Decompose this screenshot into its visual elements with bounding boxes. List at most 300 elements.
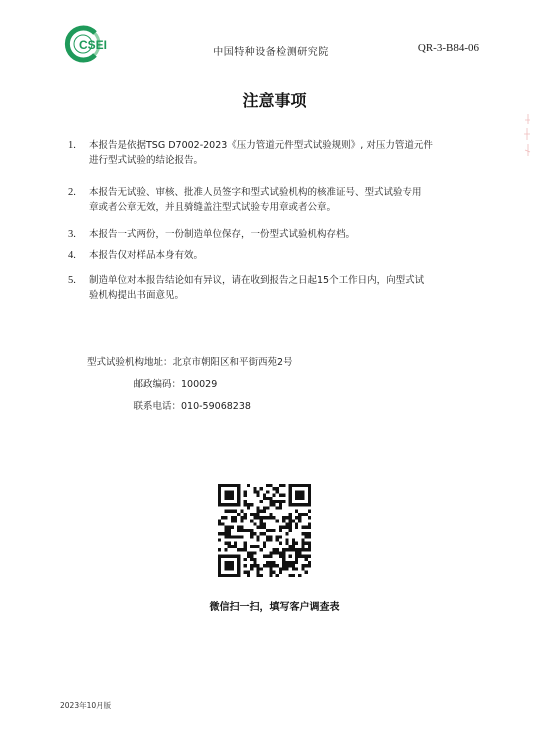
qr-module [273, 529, 276, 532]
qr-module [308, 526, 311, 529]
qr-module [260, 526, 263, 529]
qr-module [266, 516, 269, 519]
qr-module [250, 513, 253, 516]
qr-module [224, 542, 227, 545]
qr-module [295, 516, 298, 519]
qr-module [250, 535, 253, 538]
qr-module [273, 516, 276, 519]
qr-module [285, 522, 288, 525]
qr-module [282, 500, 285, 503]
qr-module [263, 510, 266, 513]
qr-module [244, 542, 247, 545]
qr-module [253, 490, 256, 493]
qr-module [228, 532, 231, 535]
qr-module [269, 564, 272, 567]
notice-item [68, 227, 478, 242]
notice-item [68, 138, 478, 172]
qr-module [308, 561, 311, 564]
notice-item [68, 185, 478, 219]
qr-module [247, 503, 250, 506]
qr-module [269, 571, 272, 574]
qr-module [260, 548, 263, 551]
qr-module [256, 490, 259, 493]
qr-module [289, 513, 292, 516]
qr-module [279, 535, 282, 538]
qr-module [253, 558, 256, 561]
qr-module [285, 539, 288, 542]
qr-module [224, 510, 227, 513]
qr-module [292, 519, 295, 522]
phone-label: 联系电话： [133, 401, 181, 412]
qr-module [260, 532, 263, 535]
qr-module [218, 539, 221, 542]
qr-module [263, 522, 266, 525]
qr-module [218, 532, 221, 535]
qr-module [273, 551, 276, 554]
csei-logo [64, 24, 112, 64]
notice-item [68, 273, 478, 303]
qr-module [224, 526, 227, 529]
qr-module [289, 516, 292, 519]
qr-module [263, 542, 266, 545]
qr-module [247, 555, 250, 558]
qr-module [301, 532, 304, 535]
qr-module [260, 522, 263, 525]
qr-module [282, 526, 285, 529]
qr-module [237, 548, 240, 551]
qr-module [276, 551, 279, 554]
address-label: 型式试验机构地址： [87, 357, 173, 368]
qr-module [218, 519, 221, 522]
qr-module [276, 539, 279, 542]
qr-module [276, 519, 279, 522]
qr-module [273, 503, 276, 506]
qr-module [289, 519, 292, 522]
qr-module [266, 539, 269, 542]
seal-edge-mark [522, 112, 532, 160]
qr-module [298, 519, 301, 522]
qr-module [224, 535, 227, 538]
qr-module [279, 506, 282, 509]
qr-module [273, 548, 276, 551]
qr-module [256, 513, 259, 516]
qr-code [218, 484, 311, 577]
qr-module [231, 545, 234, 548]
qr-module [269, 500, 272, 503]
qr-module [269, 567, 272, 570]
qr-module [240, 526, 243, 529]
qr-module [231, 510, 234, 513]
qr-module [244, 545, 247, 548]
qr-module [250, 529, 253, 532]
qr-module [269, 535, 272, 538]
qr-module [221, 516, 224, 519]
qr-module [266, 555, 269, 558]
qr-module [269, 497, 272, 500]
qr-module [285, 564, 288, 567]
qr-module [292, 542, 295, 545]
qr-module [240, 510, 243, 513]
edition-label: 2023年10月版 [60, 701, 112, 710]
qr-module [269, 555, 272, 558]
qr-module [256, 494, 259, 497]
notice-number: 3. [68, 229, 76, 240]
qr-module [282, 516, 285, 519]
qr-module [292, 564, 295, 567]
qr-module [285, 516, 288, 519]
qr-module [253, 551, 256, 554]
qr-module [244, 548, 247, 551]
qr-module [295, 567, 298, 570]
qr-module [276, 574, 279, 577]
qr-module [237, 513, 240, 516]
qr-module [237, 529, 240, 532]
qr-module [295, 522, 298, 525]
qr-module [289, 574, 292, 577]
qr-module [260, 500, 263, 503]
qr-module [237, 526, 240, 529]
qr-module [266, 564, 269, 567]
qr-module [305, 564, 308, 567]
qr-module [260, 516, 263, 519]
notice-number: 5. [68, 275, 76, 286]
qr-module [298, 513, 301, 516]
qr-module [292, 539, 295, 542]
qr-module [298, 548, 301, 551]
qr-module [250, 555, 253, 558]
qr-module [247, 484, 250, 487]
notice-line: 本报告无试验、审核、批准人员签字和型式试验机构的核准证号、型式试验专用 [89, 187, 422, 198]
qr-module [276, 500, 279, 503]
qr-module [305, 526, 308, 529]
qr-module [276, 535, 279, 538]
qr-module [292, 567, 295, 570]
qr-module [218, 548, 221, 551]
qr-module [298, 555, 301, 558]
qr-module [256, 539, 259, 542]
qr-module [301, 513, 304, 516]
qr-module [224, 548, 227, 551]
qr-module [228, 535, 231, 538]
qr-module [301, 545, 304, 548]
qr-module [244, 490, 247, 493]
qr-module [244, 571, 247, 574]
qr-module [282, 484, 285, 487]
qr-module [305, 555, 308, 558]
qr-module [224, 529, 227, 532]
doc-code: QR-3-B84-06 [417, 42, 479, 54]
qr-module [308, 522, 311, 525]
qr-module [244, 529, 247, 532]
qr-module [289, 526, 292, 529]
qr-module [269, 561, 272, 564]
qr-module [260, 487, 263, 490]
qr-module [282, 494, 285, 497]
qr-module [279, 567, 282, 570]
qr-module [247, 506, 250, 509]
qr-module [244, 500, 247, 503]
qr-module [240, 548, 243, 551]
qr-module [256, 506, 259, 509]
qr-module [266, 484, 269, 487]
qr-module [279, 484, 282, 487]
qr-module [269, 484, 272, 487]
qr-module [289, 529, 292, 532]
qr-module [289, 564, 292, 567]
notice-number: 4. [68, 250, 76, 261]
qr-module [289, 545, 292, 548]
qr-module [301, 539, 304, 542]
qr-module [263, 494, 266, 497]
qr-module [224, 561, 234, 571]
qr-module [250, 564, 253, 567]
qr-module [263, 564, 266, 567]
qr-module [244, 564, 247, 567]
qr-module [250, 519, 253, 522]
qr-module [308, 545, 311, 548]
qr-module [231, 526, 234, 529]
qr-module [260, 574, 263, 577]
qr-module [298, 551, 301, 554]
qr-module [244, 558, 247, 561]
qr-module [305, 532, 308, 535]
notice-line: 章或者公章无效，并且骑缝盖注型式试验专用章或者公章。 [89, 202, 337, 213]
qr-module [244, 513, 247, 516]
qr-module [308, 532, 311, 535]
qr-module [237, 535, 240, 538]
qr-module [224, 532, 227, 535]
qr-module [253, 532, 256, 535]
qr-module [253, 487, 256, 490]
qr-module [256, 526, 259, 529]
contact-block [87, 355, 293, 421]
qr-module [279, 542, 282, 545]
qr-module [276, 506, 279, 509]
qr-module [250, 532, 253, 535]
qr-module [234, 545, 237, 548]
qr-module [279, 555, 282, 558]
qr-module [263, 532, 266, 535]
qr-module [250, 558, 253, 561]
qr-module [253, 561, 256, 564]
qr-module [295, 490, 305, 500]
qr-module [279, 500, 282, 503]
qr-module [308, 564, 311, 567]
qr-module [308, 510, 311, 513]
qr-module [273, 487, 276, 490]
qr-module [276, 548, 279, 551]
qr-module [266, 561, 269, 564]
qr-module [231, 516, 234, 519]
qr-module [295, 526, 298, 529]
qr-module [218, 522, 221, 525]
qr-module [228, 529, 231, 532]
qr-module [285, 532, 288, 535]
qr-module [244, 516, 247, 519]
phone-row [87, 399, 293, 421]
qr-module [240, 519, 243, 522]
qr-module [305, 548, 308, 551]
qr-module [234, 535, 237, 538]
qr-module [292, 574, 295, 577]
qr-module [285, 567, 288, 570]
qr-module [276, 490, 279, 493]
logo-text: CSEI [78, 38, 108, 52]
notice-item [68, 248, 478, 263]
qr-module [305, 535, 308, 538]
qr-module [260, 567, 263, 570]
postcode-label: 邮政编码： [133, 379, 181, 390]
qr-module [228, 545, 231, 548]
qr-module [231, 519, 234, 522]
qr-module [285, 542, 288, 545]
qr-module [247, 571, 250, 574]
qr-module [244, 503, 247, 506]
qr-module [224, 516, 227, 519]
qr-module [256, 564, 259, 567]
qr-module [282, 564, 285, 567]
qr-module [269, 551, 272, 554]
qr-module [253, 522, 256, 525]
qr-module [253, 545, 256, 548]
qr-module [308, 516, 311, 519]
qr-module [224, 490, 234, 500]
notice-line: 本报告仅对样品本身有效。 [89, 250, 204, 261]
qr-module [308, 535, 311, 538]
qr-module [250, 567, 253, 570]
qr-module [269, 513, 272, 516]
qr-module [256, 574, 259, 577]
notice-line: 制造单位对本报告结论如有异议，请在收到报告之日起15个工作日内，向型式试 [89, 275, 425, 286]
postcode-value: 100029 [181, 379, 218, 390]
qr-module [240, 535, 243, 538]
qr-module [266, 506, 269, 509]
notice-line: 本报告一式两份，一份制造单位保存，一份型式试验机构存档。 [89, 229, 356, 240]
qr-module [256, 571, 259, 574]
qr-module [308, 542, 311, 545]
qr-module [298, 516, 301, 519]
page-title: 注意事项 [242, 91, 307, 110]
qr-module [308, 555, 311, 558]
qr-module [305, 558, 308, 561]
qr-module [289, 555, 292, 558]
qr-module [263, 555, 266, 558]
qr-module [231, 535, 234, 538]
qr-module [282, 567, 285, 570]
qr-module [269, 516, 272, 519]
qr-module [263, 526, 266, 529]
notice-line: 验机构提出书面意见。 [89, 290, 185, 301]
qr-module [276, 487, 279, 490]
qr-module [273, 500, 276, 503]
qr-module [228, 510, 231, 513]
qr-module [279, 571, 282, 574]
qr-module [266, 497, 269, 500]
qr-module [295, 510, 298, 513]
qr-module [260, 519, 263, 522]
qr-module [263, 506, 266, 509]
qr-module [247, 529, 250, 532]
qr-module [260, 510, 263, 513]
qr-module [253, 513, 256, 516]
notice-number: 2. [68, 187, 76, 198]
qr-module [263, 497, 266, 500]
qr-module [273, 494, 276, 497]
qr-caption: 微信扫一扫，填写客户调查表 [209, 602, 340, 613]
qr-module [228, 526, 231, 529]
qr-module [240, 529, 243, 532]
qr-module [301, 567, 304, 570]
qr-module [250, 551, 253, 554]
qr-module [256, 545, 259, 548]
qr-module [266, 535, 269, 538]
qr-module [263, 545, 266, 548]
qr-module [256, 567, 259, 570]
qr-module [263, 516, 266, 519]
phone-value: 010-59068238 [181, 401, 251, 412]
qr-module [256, 516, 259, 519]
qr-module [266, 490, 269, 493]
qr-module [279, 551, 282, 554]
qr-module [308, 548, 311, 551]
qr-module [244, 494, 247, 497]
qr-module [234, 516, 237, 519]
qr-module [301, 526, 304, 529]
qr-module [301, 542, 304, 545]
qr-module [301, 548, 304, 551]
qr-module [279, 529, 282, 532]
qr-module [269, 529, 272, 532]
qr-module [273, 564, 276, 567]
notice-line: 本报告是依据TSG D7002-2023《压力管道元件型式试验规则》, 对压力管道元件 [89, 140, 433, 151]
qr-module [292, 545, 295, 548]
qr-module [273, 571, 276, 574]
qr-module [234, 510, 237, 513]
qr-module [269, 574, 272, 577]
qr-module [269, 503, 272, 506]
qr-module [305, 542, 308, 545]
qr-module [253, 564, 256, 567]
qr-module [250, 503, 253, 506]
qr-module [305, 571, 308, 574]
qr-module [285, 526, 288, 529]
qr-module [221, 522, 224, 525]
qr-module [247, 574, 250, 577]
qr-module [240, 516, 243, 519]
qr-module [289, 522, 292, 525]
org-name: 中国特种设备检测研究院 [213, 47, 329, 58]
qr-module [273, 561, 276, 564]
qr-module [228, 542, 231, 545]
postcode-row [87, 377, 293, 399]
qr-module [234, 542, 237, 545]
notice-line: 进行型式试验的结论报告。 [89, 155, 204, 166]
qr-module [253, 516, 256, 519]
qr-module [221, 532, 224, 535]
qr-module [234, 519, 237, 522]
qr-module [250, 545, 253, 548]
qr-module [279, 494, 282, 497]
notice-number: 1. [68, 140, 76, 151]
qr-module [276, 564, 279, 567]
qr-module [266, 529, 269, 532]
qr-module [295, 542, 298, 545]
qr-module [279, 526, 282, 529]
qr-module [298, 574, 301, 577]
qr-module [301, 564, 304, 567]
notice-list [68, 138, 478, 303]
address-value: 北京市朝阳区和平街西苑2号 [172, 357, 293, 368]
